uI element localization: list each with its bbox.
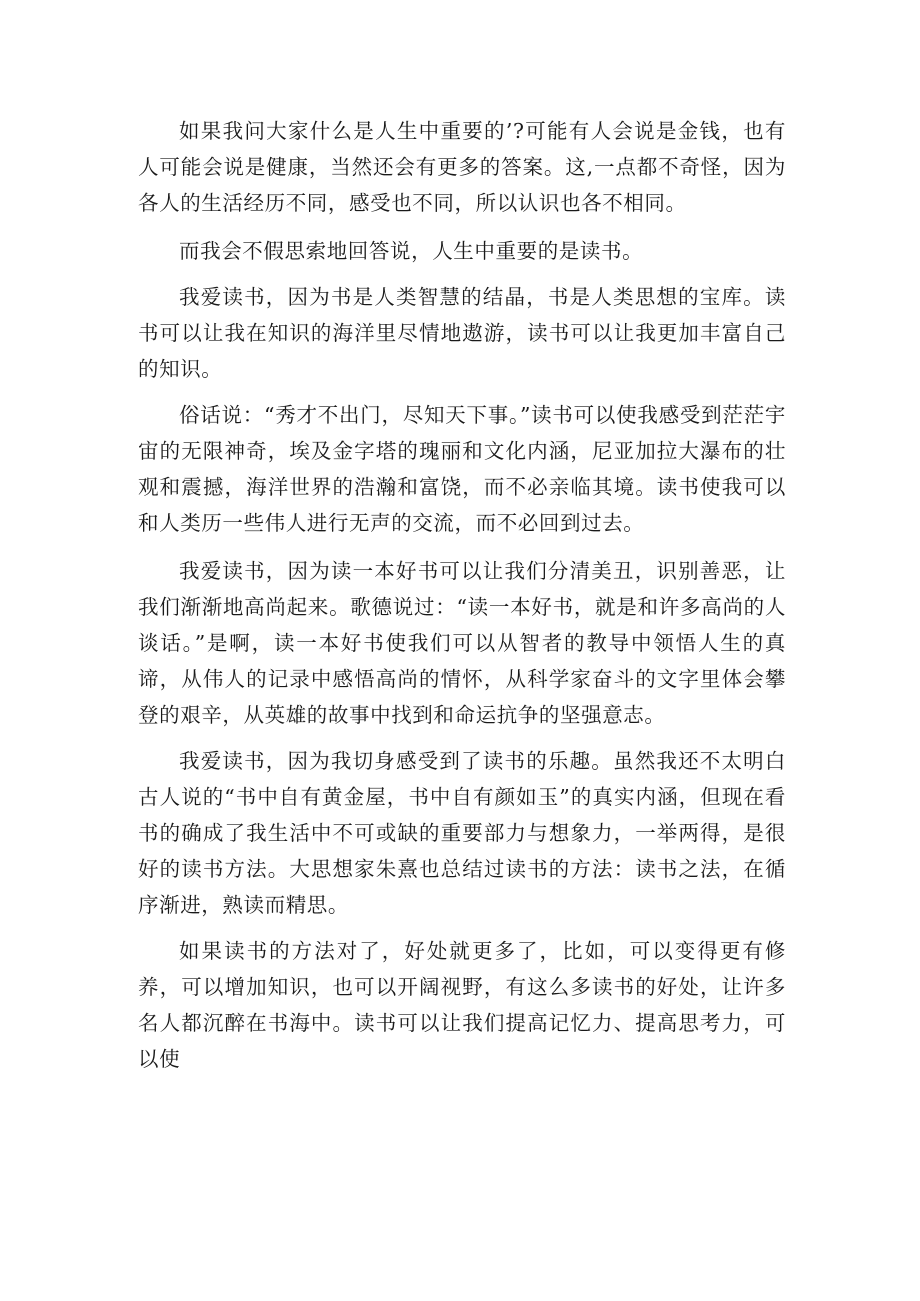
paragraph-3: 我爱读书，因为书是人类智慧的结晶，书是人类思想的宝库。读书可以让我在知识的海洋里尽情地遨游，读书可以让我更加丰富自己的知识。 (138, 285, 786, 381)
paragraph-2: 而我会不假思索地回答说，人生中重要的是读书。 (179, 239, 644, 263)
paragraph-5: 我爱读书，因为读一本好书可以让我们分清美丑，识别善恶，让我们渐渐地高尚起来。歌德说过：“读一本好书，就是和许多高尚的人谈话。”是啊，读一本好书使我们可以从智者的教导中领悟人生的真谛，从伟人的记录中感悟高尚的情怀，从科学家奋斗的文字里体会攀登的艰辛，从英雄的故事中找到和命运抗争的坚强意志。 (138, 559, 786, 727)
document-page (138, 113, 786, 1087)
paragraph-4: 俗话说：“秀才不出门，尽知天下事。”读书可以使我感受到茫茫宇宙的无限神奇，埃及金字塔的瑰丽和文化内涵，尼亚加拉大瀑布的壮观和震撼，海洋世界的浩瀚和富饶，而不必亲临其境。读书使我可以和人类历一些伟人进行无声的交流，而不必回到过去。 (138, 403, 786, 535)
paragraph-1: 如果我问大家什么是人生中重要的’?可能有人会说是金钱，也有人可能会说是健康，当然还会有更多的答案。这,一点都不奇怪，因为各人的生活经历不同，感受也不同，所以认识也各不相同。 (138, 119, 786, 215)
paragraph-6: 我爱读书，因为我切身感受到了读书的乐趣。虽然我还不太明白古人说的“书中自有黄金屋，书中自有颜如玉”的真实内涵，但现在看书的确成了我生活中不可或缺的重要部力与想象力，一举两得，是很好的读书方法。大思想家朱熹也总结过读书的方法：读书之法，在循序渐进，熟读而精思。 (138, 749, 786, 917)
paragraph-7: 如果读书的方法对了，好处就更多了，比如，可以变得更有修养，可以增加知识，也可以开阔视野，有这么多读书的好处，让许多名人都沉醉在书海中。读书可以让我们提高记忆力、提高思考力，可以使 (138, 939, 786, 1071)
